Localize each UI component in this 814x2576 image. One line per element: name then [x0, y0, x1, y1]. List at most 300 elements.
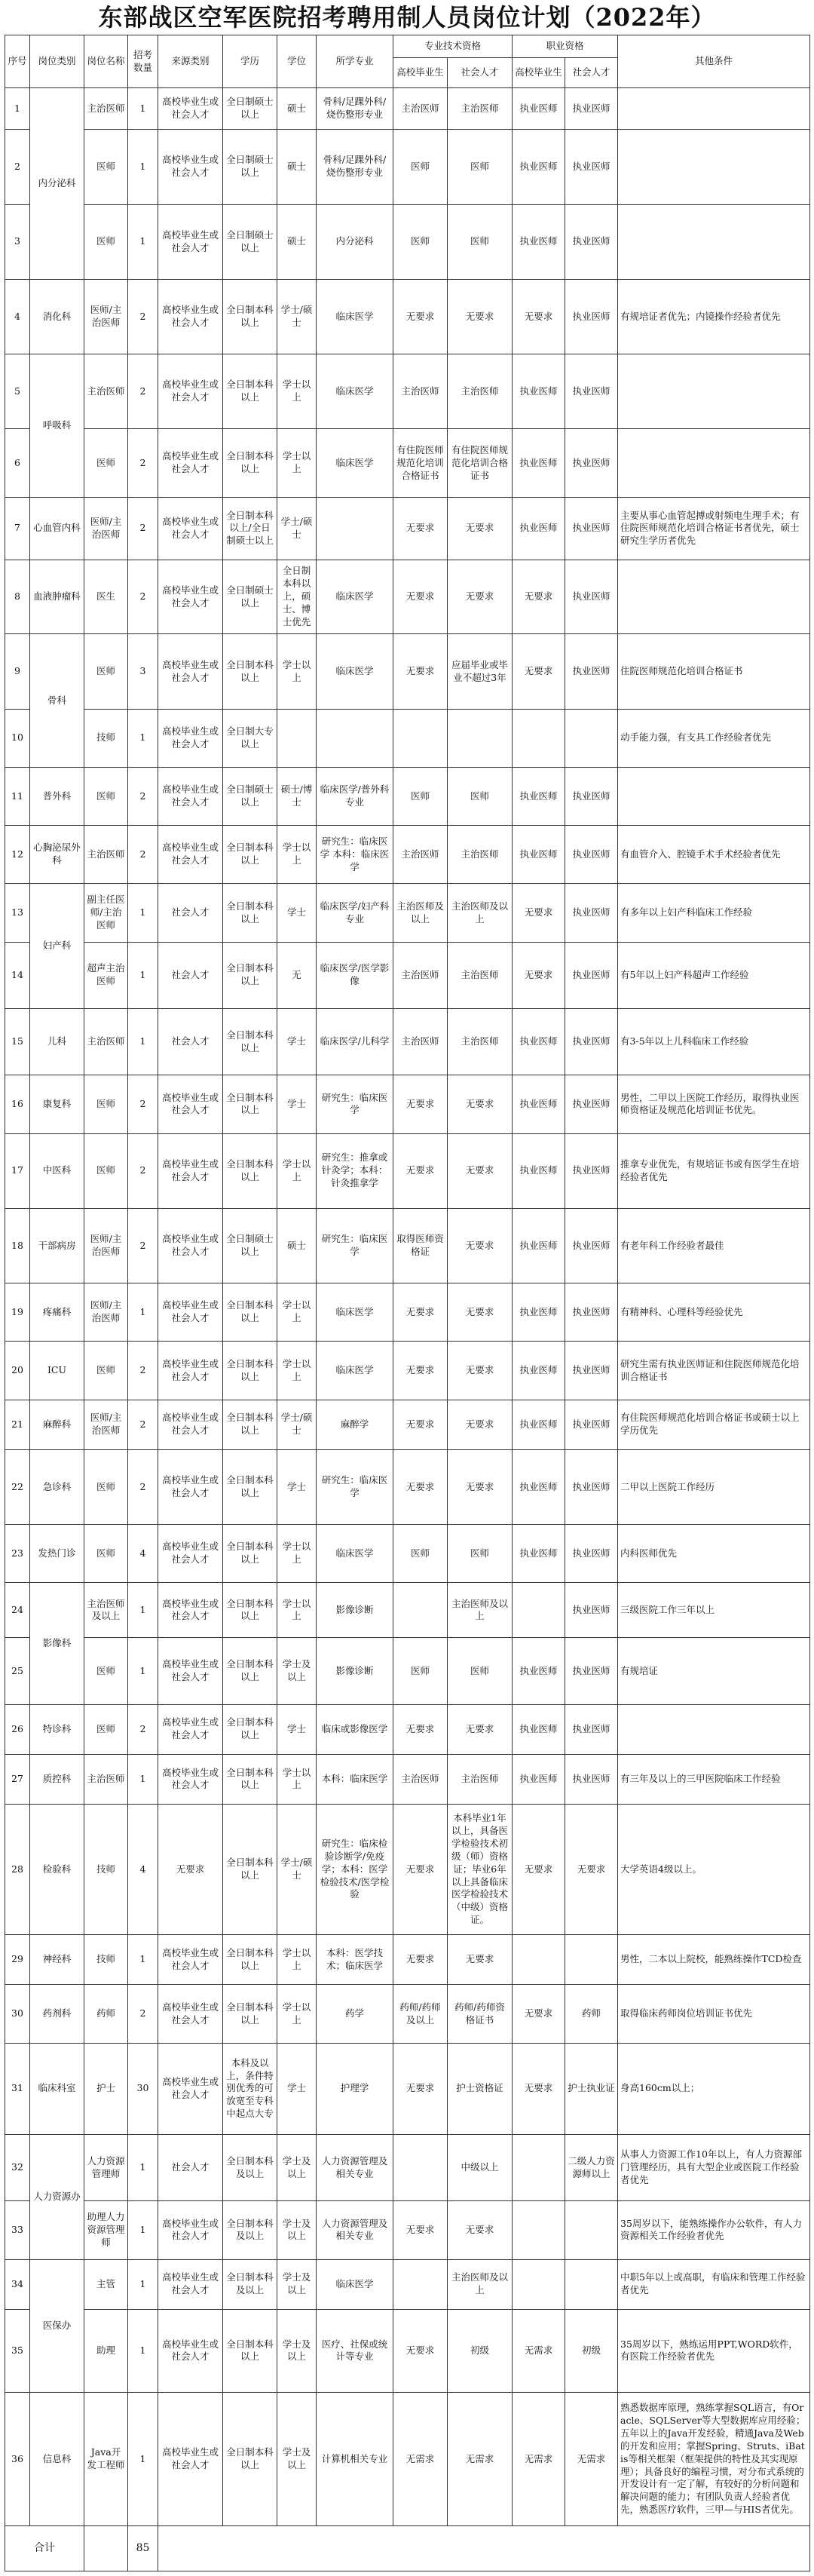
row-category: 发热门诊	[30, 1525, 84, 1583]
row-position-name: 主治医师	[84, 1754, 128, 1804]
row-education: 全日制本科以上	[223, 1805, 277, 1935]
row-prac-grad: 执业医师	[513, 497, 565, 560]
row-count: 2	[128, 560, 158, 634]
row-position-name: 医师	[84, 1449, 128, 1524]
row-seq: 7	[5, 497, 30, 560]
row-major: 临床医学/妇产科专业	[317, 884, 393, 942]
table-row	[5, 1075, 810, 1133]
row-prac-social: 执业医师	[565, 560, 618, 634]
row-tech-grad: 无要求	[393, 1283, 448, 1342]
row-count: 1	[128, 2393, 158, 2526]
row-education: 全日制本科以上	[223, 1283, 277, 1342]
row-degree: 硕士	[277, 1208, 317, 1283]
row-prac-grad	[513, 709, 565, 767]
row-major: 临床医学	[317, 1342, 393, 1400]
row-major	[317, 497, 393, 560]
row-tech-grad	[393, 2259, 448, 2309]
row-prac-grad: 无要求	[513, 634, 565, 709]
row-prac-social: 执业医师	[565, 204, 618, 279]
header-source: 来源类别	[158, 35, 223, 88]
row-category: 特诊科	[30, 1704, 84, 1754]
row-other: 有精神科、心理科等经验优先	[618, 1283, 810, 1342]
row-count: 2	[128, 354, 158, 429]
row-degree: 全日制本科以上，硕士、博士优先	[277, 560, 317, 634]
row-prac-social: 执业医师	[565, 1704, 618, 1754]
row-degree: 学士及以上	[277, 2135, 317, 2201]
row-source: 高校毕业生或社会人才	[158, 634, 223, 709]
row-count: 1	[128, 1638, 158, 1704]
row-tech-social: 初级	[448, 2309, 513, 2392]
row-education: 全日制本科以上	[223, 1754, 277, 1804]
table-row	[5, 1935, 810, 1985]
row-major: 研究生：临床医学	[317, 1075, 393, 1133]
table-row	[5, 130, 810, 204]
row-source: 高校毕业生或社会人才	[158, 130, 223, 204]
row-count: 2	[128, 429, 158, 498]
row-seq: 4	[5, 279, 30, 354]
table-row	[5, 1342, 810, 1400]
row-major: 本科：临床医学	[317, 1754, 393, 1804]
row-education: 全日制本科以上	[223, 884, 277, 942]
row-prac-social: 执业医师	[565, 88, 618, 130]
table-row	[5, 429, 810, 498]
row-position-name: 医师/主治医师	[84, 279, 128, 354]
row-prac-grad: 执业医师	[513, 1208, 565, 1283]
row-prac-social: 执业医师	[565, 1283, 618, 1342]
row-count: 1	[128, 1283, 158, 1342]
row-major: 临床医学	[317, 429, 393, 498]
row-other: 身高160cm以上；	[618, 2043, 810, 2134]
row-degree: 学士以上	[277, 1525, 317, 1583]
row-tech-grad: 无要求	[393, 2043, 448, 2134]
row-seq: 23	[5, 1525, 30, 1583]
row-degree: 学士	[277, 1009, 317, 1075]
row-prac-grad: 执业医师	[513, 88, 565, 130]
row-position-name: 医师	[84, 1525, 128, 1583]
row-count: 2	[128, 826, 158, 884]
row-seq: 15	[5, 1009, 30, 1075]
table-row	[5, 2201, 810, 2259]
row-seq: 3	[5, 204, 30, 279]
row-position-name: 医师	[84, 130, 128, 204]
table-row	[5, 1009, 810, 1075]
header-other: 其他条件	[618, 35, 810, 88]
row-tech-social: 主治医师	[448, 1009, 513, 1075]
row-source: 社会人才	[158, 2135, 223, 2201]
row-other	[618, 429, 810, 498]
row-major: 临床医学	[317, 2259, 393, 2309]
table-row	[5, 204, 810, 279]
row-other	[618, 354, 810, 429]
row-prac-social: 执业医师	[565, 1754, 618, 1804]
row-prac-social: 执业医师	[565, 1342, 618, 1400]
row-count: 1	[128, 1009, 158, 1075]
row-category: 信息科	[30, 2393, 84, 2526]
row-count: 1	[128, 709, 158, 767]
row-count: 1	[128, 942, 158, 1008]
row-source: 高校毕业生或社会人才	[158, 204, 223, 279]
row-category: 普外科	[30, 767, 84, 825]
header-tech-social: 社会人才	[448, 58, 513, 88]
table-row	[5, 1985, 810, 2043]
row-education: 本科及以上，条件特别优秀的可放宽至专科中起点大专	[223, 2043, 277, 2134]
row-major: 研究生：临床医学 本科：临床医学	[317, 826, 393, 884]
row-tech-social: 无要求	[448, 1400, 513, 1449]
row-count: 1	[128, 88, 158, 130]
row-source: 高校毕业生或社会人才	[158, 767, 223, 825]
row-education: 全日制大专以上	[223, 709, 277, 767]
row-tech-social: 有住院医师规范化培训合格证书	[448, 429, 513, 498]
row-prac-social	[565, 2201, 618, 2259]
row-degree: 学士以上	[277, 354, 317, 429]
row-education: 全日制本科及以上	[223, 2135, 277, 2201]
row-prac-social: 执业医师	[565, 1525, 618, 1583]
header-education: 学历	[223, 35, 277, 88]
row-education: 全日制本科以上	[223, 1638, 277, 1704]
row-prac-grad: 执业医师	[513, 1075, 565, 1133]
table-row	[5, 88, 810, 130]
row-position-name: 医师	[84, 1638, 128, 1704]
row-prac-social	[565, 709, 618, 767]
row-prac-grad: 执业医师	[513, 204, 565, 279]
table-row	[5, 2043, 810, 2134]
row-degree: 学士以上	[277, 634, 317, 709]
row-tech-grad: 主治医师	[393, 942, 448, 1008]
row-count: 1	[128, 1754, 158, 1804]
row-prac-grad: 无要求	[513, 942, 565, 1008]
row-seq: 2	[5, 130, 30, 204]
header-tech-grad: 高校毕业生	[393, 58, 448, 88]
row-major: 临床医学/医学影像	[317, 942, 393, 1008]
row-other	[618, 1704, 810, 1754]
row-major: 临床医学	[317, 279, 393, 354]
row-prac-social: 二级人力资源师以上	[565, 2135, 618, 2201]
row-category: 消化科	[30, 279, 84, 354]
row-other: 35周岁以下，能熟练操作办公软件，有人力资源相关工作经验者优先	[618, 2201, 810, 2259]
row-tech-grad: 医师	[393, 767, 448, 825]
row-other	[618, 88, 810, 130]
row-degree: 硕士	[277, 204, 317, 279]
row-prac-grad	[513, 1583, 565, 1638]
row-tech-grad: 药师/药师及以上	[393, 1985, 448, 2043]
row-seq: 9	[5, 634, 30, 709]
table-row	[5, 560, 810, 634]
row-other: 中职5年以上或高职，有临床和管理工作经验者优先	[618, 2259, 810, 2309]
row-tech-grad: 无要求	[393, 1449, 448, 1524]
row-other: 取得临床药师岗位培训证书优先	[618, 1985, 810, 2043]
row-tech-grad: 主治医师	[393, 88, 448, 130]
row-category: 人力资源办	[30, 2135, 84, 2260]
row-prac-social: 执业医师	[565, 429, 618, 498]
row-tech-grad: 无要求	[393, 634, 448, 709]
row-source: 高校毕业生或社会人才	[158, 1075, 223, 1133]
row-prac-social	[565, 2259, 618, 2309]
table-row	[5, 709, 810, 767]
row-tech-social: 中级以上	[448, 2135, 513, 2201]
row-education: 全日制本科以上	[223, 1449, 277, 1524]
row-major: 临床医学	[317, 354, 393, 429]
row-major: 麻醉学	[317, 1400, 393, 1449]
row-education: 全日制本科以上	[223, 1704, 277, 1754]
row-category: 康复科	[30, 1075, 84, 1133]
row-major	[317, 709, 393, 767]
row-tech-grad: 医师	[393, 204, 448, 279]
row-count: 1	[128, 2309, 158, 2392]
table-row	[5, 1805, 810, 1935]
row-source: 高校毕业生或社会人才	[158, 88, 223, 130]
row-degree	[277, 709, 317, 767]
row-seq: 27	[5, 1754, 30, 1804]
row-prac-social: 执业医师	[565, 279, 618, 354]
row-prac-social: 无要求	[565, 1805, 618, 1935]
row-other: 动手能力强，有支具工作经验者优先	[618, 709, 810, 767]
row-other: 有规培证者优先；内镜操作经验者优先	[618, 279, 810, 354]
row-major: 计算机相关专业	[317, 2393, 393, 2526]
row-tech-social: 无要求	[448, 1133, 513, 1208]
row-other: 男性，二本以上院校，能熟练操作TCD检查	[618, 1935, 810, 1985]
row-education: 全日制本科以上	[223, 1985, 277, 2043]
row-seq: 35	[5, 2309, 30, 2392]
row-major: 临床医学	[317, 1283, 393, 1342]
row-prac-social: 执业医师	[565, 497, 618, 560]
row-education: 全日制本科以上	[223, 1935, 277, 1985]
row-prac-grad: 无要求	[513, 1985, 565, 2043]
row-position-name: 助理	[84, 2309, 128, 2392]
row-count: 2	[128, 1985, 158, 2043]
row-count: 1	[128, 884, 158, 942]
row-count: 4	[128, 1525, 158, 1583]
total-label: 合计	[5, 2526, 84, 2571]
row-degree: 学士以上	[277, 1342, 317, 1400]
row-tech-social: 医师	[448, 130, 513, 204]
row-other: 有多年以上妇产科临床工作经验	[618, 884, 810, 942]
row-tech-grad: 无要求	[393, 1805, 448, 1935]
row-major: 研究生：临床医学	[317, 1449, 393, 1524]
row-position-name: 药师	[84, 1985, 128, 2043]
row-seq: 31	[5, 2043, 30, 2134]
header-prac-grad: 高校毕业生	[513, 58, 565, 88]
row-prac-social: 执业医师	[565, 1133, 618, 1208]
row-prac-social: 执业医师	[565, 942, 618, 1008]
table-row	[5, 2393, 810, 2526]
row-seq: 6	[5, 429, 30, 498]
row-other: 有老年科工作经验者最佳	[618, 1208, 810, 1283]
row-source: 无要求	[158, 1805, 223, 1935]
row-tech-social: 无需求	[448, 2393, 513, 2526]
row-position-name: 医师	[84, 767, 128, 825]
row-prac-grad: 无需求	[513, 2393, 565, 2526]
row-degree: 学士	[277, 1704, 317, 1754]
row-other: 熟悉数据库原理，熟练掌握SQL语言，有Oracle、SQLServer等大型数据库应用经验；五年以上的Java开发经验，精通Java及Web的开发和应用；掌握Spring、Struts、iBatis等相关框架（框架提供的特性及其实现原理）；具备良好的编程习惯，对分布式系统的开发设计有一定了解，有较好的分析问题和解决问题的能力；有团队负责人经验者优先，熟悉医疗软件，三甲—与HIS者优先。	[618, 2393, 810, 2526]
row-source: 社会人才	[158, 884, 223, 942]
row-count: 3	[128, 634, 158, 709]
row-count: 2	[128, 1208, 158, 1283]
row-count: 2	[128, 1133, 158, 1208]
row-other: 内科医师优先	[618, 1525, 810, 1583]
row-degree: 学士及以上	[277, 2201, 317, 2259]
row-seq: 30	[5, 1985, 30, 2043]
document-title: 东部战区空军医院招考聘用制人员岗位计划（2022年）	[98, 3, 716, 32]
row-major: 骨科/足踝外科/烧伤整形专业	[317, 130, 393, 204]
row-count: 1	[128, 1935, 158, 1985]
row-count: 1	[128, 2259, 158, 2309]
row-tech-social: 应届毕业或毕业不超过3年	[448, 634, 513, 709]
row-prac-grad: 执业医师	[513, 1133, 565, 1208]
row-source: 高校毕业生或社会人才	[158, 826, 223, 884]
row-major: 人力资源管理及相关专业	[317, 2201, 393, 2259]
row-prac-grad: 执业医师	[513, 1754, 565, 1804]
row-tech-social: 本科毕业1年以上，具备医学检验技术初级（师）资格证；毕业6年以上具备临床医学检验技术（中级）资格证。	[448, 1805, 513, 1935]
row-education: 全日制本科以上	[223, 2393, 277, 2526]
row-category: ICU	[30, 1342, 84, 1400]
row-prac-social: 护士执业证	[565, 2043, 618, 2134]
row-seq: 8	[5, 560, 30, 634]
row-major: 骨科/足踝外科/烧伤整形专业	[317, 88, 393, 130]
row-tech-social: 无要求	[448, 279, 513, 354]
row-degree: 硕士	[277, 88, 317, 130]
row-category: 心血管内科	[30, 497, 84, 560]
header-prac-group: 职业资格	[513, 35, 618, 58]
table-row	[5, 1525, 810, 1583]
row-seq: 24	[5, 1583, 30, 1638]
row-other: 男性，二甲以上医院工作经历，取得执业医师资格证及规范化培训证书优先。	[618, 1075, 810, 1133]
row-major: 临床医学	[317, 560, 393, 634]
row-education: 全日制本科以上	[223, 942, 277, 1008]
row-seq: 17	[5, 1133, 30, 1208]
row-degree: 学士及以上	[277, 2309, 317, 2392]
row-other	[618, 204, 810, 279]
row-education: 全日制本科以上	[223, 2309, 277, 2392]
row-degree: 学士以上	[277, 1133, 317, 1208]
row-source: 高校毕业生或社会人才	[158, 2201, 223, 2259]
row-education: 全日制本科以上	[223, 1400, 277, 1449]
row-position-name: 主治医师	[84, 826, 128, 884]
row-prac-grad	[513, 1935, 565, 1985]
row-major: 影像诊断	[317, 1638, 393, 1704]
row-position-name: 技师	[84, 1805, 128, 1935]
row-education: 全日制本科以上	[223, 429, 277, 498]
row-tech-grad: 医师	[393, 1525, 448, 1583]
row-category: 医保办	[30, 2259, 84, 2393]
row-tech-grad: 无要求	[393, 560, 448, 634]
row-tech-social: 医师	[448, 1638, 513, 1704]
row-education: 全日制本科以上	[223, 826, 277, 884]
row-category: 干部病房	[30, 1208, 84, 1283]
row-seq: 25	[5, 1638, 30, 1704]
row-prac-grad: 无要求	[513, 884, 565, 942]
row-degree: 学士以上	[277, 429, 317, 498]
row-category: 质控科	[30, 1754, 84, 1804]
row-category: 临床科室	[30, 2043, 84, 2134]
row-other: 有住院医师规范化培训合格证书或硕士以上学历优先	[618, 1400, 810, 1449]
row-other	[618, 767, 810, 825]
row-education: 全日制本科以上	[223, 1583, 277, 1638]
row-position-name: 主管	[84, 2259, 128, 2309]
row-other: 三级医院工作三年以上	[618, 1583, 810, 1638]
row-tech-grad: 主治医师	[393, 826, 448, 884]
row-source: 高校毕业生或社会人才	[158, 2259, 223, 2309]
row-source: 高校毕业生或社会人才	[158, 354, 223, 429]
row-tech-social: 主治医师及以上	[448, 884, 513, 942]
row-source: 社会人才	[158, 1009, 223, 1075]
row-count: 2	[128, 1400, 158, 1449]
row-position-name: 助理人力资源管理师	[84, 2201, 128, 2259]
row-tech-grad: 医师	[393, 130, 448, 204]
row-other: 推拿专业优先，有规培证书或有医学生在培经验者优先	[618, 1133, 810, 1208]
header-major: 所学专业	[317, 35, 393, 88]
row-count: 1	[128, 2201, 158, 2259]
row-tech-grad: 无要求	[393, 497, 448, 560]
row-tech-social: 护士资格证	[448, 2043, 513, 2134]
row-tech-grad: 无要求	[393, 279, 448, 354]
row-education: 全日制本科及以上	[223, 2259, 277, 2309]
row-count: 1	[128, 1583, 158, 1638]
row-prac-grad: 执业医师	[513, 1638, 565, 1704]
row-tech-social: 无要求	[448, 1283, 513, 1342]
table-row	[5, 942, 810, 1008]
row-degree: 学士以上	[277, 1935, 317, 1985]
table-row	[5, 1449, 810, 1524]
row-tech-grad: 主治医师	[393, 354, 448, 429]
row-count: 1	[128, 2135, 158, 2201]
row-category: 心胸泌尿外科	[30, 826, 84, 884]
row-category: 内分泌科	[30, 88, 84, 280]
row-prac-grad: 执业医师	[513, 1342, 565, 1400]
table-row	[5, 826, 810, 884]
row-tech-social: 无要求	[448, 1075, 513, 1133]
row-category: 儿科	[30, 1009, 84, 1075]
row-seq: 21	[5, 1400, 30, 1449]
row-other: 住院医师规范化培训合格证书	[618, 634, 810, 709]
row-tech-social: 药师/药师资格证书	[448, 1985, 513, 2043]
row-position-name: Java开发工程师	[84, 2393, 128, 2526]
row-tech-social: 医师	[448, 204, 513, 279]
row-category: 药剂科	[30, 1985, 84, 2043]
row-education: 全日制本科以上	[223, 1009, 277, 1075]
row-education: 全日制硕士以上	[223, 130, 277, 204]
row-seq: 26	[5, 1704, 30, 1754]
table-row	[5, 767, 810, 825]
row-position-name: 医师	[84, 1133, 128, 1208]
row-source: 高校毕业生或社会人才	[158, 560, 223, 634]
row-prac-social: 执业医师	[565, 354, 618, 429]
row-seq: 14	[5, 942, 30, 1008]
row-source: 高校毕业生或社会人才	[158, 1985, 223, 2043]
row-position-name: 超声主治医师	[84, 942, 128, 1008]
row-position-name: 技师	[84, 709, 128, 767]
table-body	[5, 88, 810, 2526]
table-row	[5, 1704, 810, 1754]
row-other: 大学英语4级以上。	[618, 1805, 810, 1935]
row-major: 研究生：推拿或针灸学；本科：针灸推拿学	[317, 1133, 393, 1208]
row-degree: 学士	[277, 2043, 317, 2134]
row-other: 研究生需有执业医师证和住院医师规范化培训合格证书	[618, 1342, 810, 1400]
row-degree: 硕士/博士	[277, 767, 317, 825]
row-major: 临床或影像医学	[317, 1704, 393, 1754]
row-position-name: 医师	[84, 1342, 128, 1400]
row-other: 35周岁以下，熟练运用PPT,WORD软件，有医院工作经验者优先	[618, 2309, 810, 2392]
table-row	[5, 1283, 810, 1342]
row-education: 全日制本科以上	[223, 1525, 277, 1583]
header-category: 岗位类别	[30, 35, 84, 88]
table-header	[5, 35, 810, 88]
row-position-name: 医生	[84, 560, 128, 634]
row-tech-social: 主治医师及以上	[448, 2259, 513, 2309]
row-position-name: 医师	[84, 204, 128, 279]
row-category: 疼痛科	[30, 1283, 84, 1342]
row-tech-social: 无要求	[448, 497, 513, 560]
row-position-name: 医师	[84, 634, 128, 709]
